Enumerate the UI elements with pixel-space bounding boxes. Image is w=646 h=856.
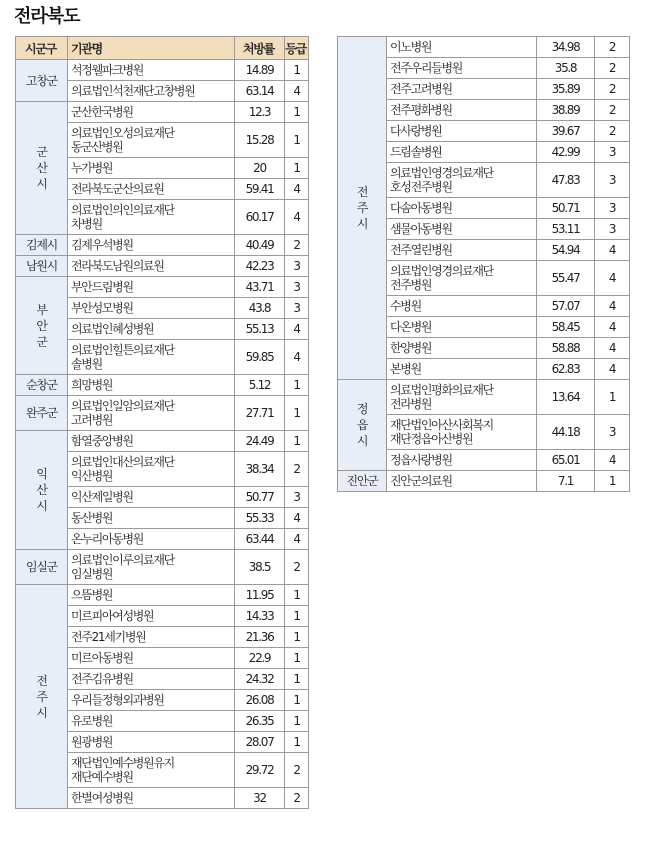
hospital-name-cell: 드림솔병원: [387, 142, 537, 163]
prescription-rate-cell: 35.89: [537, 79, 595, 100]
hospital-name-cell: 의료법인혜성병원: [68, 319, 235, 340]
grade-cell: 3: [285, 277, 309, 298]
grade-cell: 1: [285, 375, 309, 396]
hospital-name-cell: 의료법인평화의료재단 전라병원: [387, 380, 537, 415]
grade-cell: 4: [595, 261, 630, 296]
grade-cell: 3: [595, 198, 630, 219]
prescription-rate-cell: 62.83: [537, 359, 595, 380]
hospital-name-cell: 의료법인일암의료재단 고려병원: [68, 396, 235, 431]
hospital-table-right: [337, 36, 630, 492]
prescription-rate-cell: 63.44: [235, 529, 285, 550]
grade-cell: 1: [285, 158, 309, 179]
hospital-name-cell: 전라북도남원의료원: [68, 256, 235, 277]
hospital-name-cell: 전주열린병원: [387, 240, 537, 261]
prescription-rate-cell: 11.95: [235, 585, 285, 606]
prescription-rate-cell: 35.8: [537, 58, 595, 79]
hospital-name-cell: 정읍사랑병원: [387, 450, 537, 471]
prescription-rate-cell: 43.8: [235, 298, 285, 319]
hospital-name-cell: 의료법인영경의료재단 전주병원: [387, 261, 537, 296]
prescription-rate-cell: 57.07: [537, 296, 595, 317]
hospital-name-cell: 동산병원: [68, 508, 235, 529]
hospital-name-cell: 본병원: [387, 359, 537, 380]
grade-cell: 3: [285, 487, 309, 508]
region-cell: 남원시: [16, 256, 68, 277]
grade-cell: 4: [595, 240, 630, 261]
hospital-name-cell: 재단법인예수병원유지 재단예수병원: [68, 753, 235, 788]
hospital-name-cell: 전주21세기병원: [68, 627, 235, 648]
prescription-rate-cell: 14.33: [235, 606, 285, 627]
page-title: 전라북도: [14, 6, 80, 27]
grade-cell: 1: [285, 431, 309, 452]
grade-cell: 1: [285, 711, 309, 732]
prescription-rate-cell: 39.67: [537, 121, 595, 142]
grade-cell: 1: [285, 732, 309, 753]
prescription-rate-cell: 42.23: [235, 256, 285, 277]
hospital-name-cell: 다솜아동병원: [387, 198, 537, 219]
grade-cell: 1: [285, 102, 309, 123]
grade-cell: 4: [595, 338, 630, 359]
hospital-name-cell: 의료법인대산의료재단 익산병원: [68, 452, 235, 487]
region-cell: 익 산 시: [16, 431, 68, 550]
prescription-rate-cell: 34.98: [537, 37, 595, 58]
region-cell: 김제시: [16, 235, 68, 256]
region-cell: 고창군: [16, 60, 68, 102]
grade-cell: 3: [595, 142, 630, 163]
prescription-rate-cell: 55.47: [537, 261, 595, 296]
region-cell: 전 주 시: [16, 585, 68, 809]
hospital-name-cell: 의료법인오성의료재단 동군산병원: [68, 123, 235, 158]
grade-cell: 1: [285, 123, 309, 158]
region-cell: 정 읍 시: [338, 380, 387, 471]
hospital-name-cell: 전주고려병원: [387, 79, 537, 100]
grade-cell: 4: [285, 319, 309, 340]
table-row: [16, 431, 309, 452]
table-header-row: [16, 37, 309, 60]
grade-cell: 2: [595, 58, 630, 79]
grade-cell: 3: [285, 256, 309, 277]
grade-cell: 2: [285, 550, 309, 585]
grade-cell: 1: [285, 627, 309, 648]
grade-cell: 4: [285, 179, 309, 200]
prescription-rate-cell: 44.18: [537, 415, 595, 450]
prescription-rate-cell: 42.99: [537, 142, 595, 163]
grade-cell: 1: [285, 648, 309, 669]
header-rate: 처방률: [235, 37, 285, 60]
prescription-rate-cell: 40.49: [235, 235, 285, 256]
hospital-name-cell: 다온병원: [387, 317, 537, 338]
hospital-name-cell: 의료법인이루의료재단 임실병원: [68, 550, 235, 585]
hospital-name-cell: 샘물아동병원: [387, 219, 537, 240]
grade-cell: 1: [285, 690, 309, 711]
hospital-name-cell: 부안드림병원: [68, 277, 235, 298]
table-row: [338, 380, 630, 415]
prescription-rate-cell: 38.34: [235, 452, 285, 487]
hospital-name-cell: 석정웰파크병원: [68, 60, 235, 81]
prescription-rate-cell: 28.07: [235, 732, 285, 753]
grade-cell: 2: [285, 753, 309, 788]
prescription-rate-cell: 5.12: [235, 375, 285, 396]
prescription-rate-cell: 7.1: [537, 471, 595, 492]
grade-cell: 4: [285, 200, 309, 235]
hospital-name-cell: 온누리아동병원: [68, 529, 235, 550]
prescription-rate-cell: 59.85: [235, 340, 285, 375]
hospital-name-cell: 수병원: [387, 296, 537, 317]
prescription-rate-cell: 53.11: [537, 219, 595, 240]
hospital-name-cell: 군산한국병원: [68, 102, 235, 123]
grade-cell: 2: [595, 121, 630, 142]
hospital-name-cell: 함열중앙병원: [68, 431, 235, 452]
hospital-name-cell: 의료법인힐튼의료재단 솔병원: [68, 340, 235, 375]
table-row: [16, 277, 309, 298]
prescription-rate-cell: 60.17: [235, 200, 285, 235]
table-row: [16, 550, 309, 585]
grade-cell: 1: [285, 585, 309, 606]
prescription-rate-cell: 20: [235, 158, 285, 179]
region-cell: 완주군: [16, 396, 68, 431]
region-cell: 순창군: [16, 375, 68, 396]
grade-cell: 1: [285, 669, 309, 690]
prescription-rate-cell: 22.9: [235, 648, 285, 669]
hospital-name-cell: 의료법인석천재단고창병원: [68, 81, 235, 102]
hospital-name-cell: 한별여성병원: [68, 788, 235, 809]
prescription-rate-cell: 55.33: [235, 508, 285, 529]
hospital-name-cell: 김제우석병원: [68, 235, 235, 256]
table-row: [338, 471, 630, 492]
region-cell: 전 주 시: [338, 37, 387, 380]
grade-cell: 1: [595, 380, 630, 415]
hospital-name-cell: 미르아동병원: [68, 648, 235, 669]
prescription-rate-cell: 38.5: [235, 550, 285, 585]
grade-cell: 3: [595, 163, 630, 198]
hospital-name-cell: 누가병원: [68, 158, 235, 179]
header-region: 시군구: [16, 37, 68, 60]
grade-cell: 2: [595, 79, 630, 100]
grade-cell: 4: [595, 317, 630, 338]
hospital-name-cell: 으뜸병원: [68, 585, 235, 606]
prescription-rate-cell: 15.28: [235, 123, 285, 158]
hospital-name-cell: 익산제일병원: [68, 487, 235, 508]
grade-cell: 4: [285, 508, 309, 529]
prescription-rate-cell: 24.32: [235, 669, 285, 690]
prescription-rate-cell: 14.89: [235, 60, 285, 81]
prescription-rate-cell: 29.72: [235, 753, 285, 788]
hospital-name-cell: 전주김유병원: [68, 669, 235, 690]
grade-cell: 4: [595, 296, 630, 317]
prescription-rate-cell: 54.94: [537, 240, 595, 261]
prescription-rate-cell: 12.3: [235, 102, 285, 123]
grade-cell: 1: [285, 60, 309, 81]
table-row: [16, 102, 309, 123]
hospital-name-cell: 의료법인영경의료재단 호성전주병원: [387, 163, 537, 198]
hospital-name-cell: 유로병원: [68, 711, 235, 732]
region-cell: 부 안 군: [16, 277, 68, 375]
hospital-name-cell: 전주평화병원: [387, 100, 537, 121]
hospital-name-cell: 우리들정형외과병원: [68, 690, 235, 711]
prescription-rate-cell: 58.45: [537, 317, 595, 338]
grade-cell: 4: [285, 81, 309, 102]
prescription-rate-cell: 50.77: [235, 487, 285, 508]
prescription-rate-cell: 43.71: [235, 277, 285, 298]
hospital-name-cell: 전라북도군산의료원: [68, 179, 235, 200]
hospital-name-cell: 미르피아여성병원: [68, 606, 235, 627]
grade-cell: 2: [595, 100, 630, 121]
header-name: 기관명: [68, 37, 235, 60]
prescription-rate-cell: 59.41: [235, 179, 285, 200]
grade-cell: 1: [595, 471, 630, 492]
grade-cell: 4: [595, 359, 630, 380]
prescription-rate-cell: 38.89: [537, 100, 595, 121]
prescription-rate-cell: 26.08: [235, 690, 285, 711]
table-row: [16, 256, 309, 277]
prescription-rate-cell: 24.49: [235, 431, 285, 452]
prescription-rate-cell: 63.14: [235, 81, 285, 102]
grade-cell: 4: [595, 450, 630, 471]
grade-cell: 2: [285, 452, 309, 487]
hospital-name-cell: 한양병원: [387, 338, 537, 359]
hospital-name-cell: 부안성모병원: [68, 298, 235, 319]
table-row: [16, 60, 309, 81]
region-cell: 임실군: [16, 550, 68, 585]
prescription-rate-cell: 58.88: [537, 338, 595, 359]
table-row: [16, 585, 309, 606]
region-cell: 진안군: [338, 471, 387, 492]
grade-cell: 4: [285, 529, 309, 550]
hospital-name-cell: 진안군의료원: [387, 471, 537, 492]
grade-cell: 2: [595, 37, 630, 58]
grade-cell: 4: [285, 340, 309, 375]
hospital-name-cell: 이노병원: [387, 37, 537, 58]
prescription-rate-cell: 13.64: [537, 380, 595, 415]
prescription-rate-cell: 50.71: [537, 198, 595, 219]
grade-cell: 1: [285, 396, 309, 431]
prescription-rate-cell: 32: [235, 788, 285, 809]
region-cell: 군 산 시: [16, 102, 68, 235]
hospital-name-cell: 재단법인아산사회복지 재단정읍아산병원: [387, 415, 537, 450]
hospital-name-cell: 희망병원: [68, 375, 235, 396]
grade-cell: 3: [595, 415, 630, 450]
table-row: [16, 235, 309, 256]
grade-cell: 1: [285, 606, 309, 627]
hospital-name-cell: 의료법인의인의료재단 차병원: [68, 200, 235, 235]
hospital-name-cell: 전주우리들병원: [387, 58, 537, 79]
table-row: [338, 37, 630, 58]
grade-cell: 2: [285, 788, 309, 809]
grade-cell: 2: [285, 235, 309, 256]
grade-cell: 3: [595, 219, 630, 240]
prescription-rate-cell: 26.35: [235, 711, 285, 732]
prescription-rate-cell: 65.01: [537, 450, 595, 471]
hospital-name-cell: 원광병원: [68, 732, 235, 753]
hospital-table-left: [15, 36, 309, 809]
table-row: [16, 375, 309, 396]
header-grade: 등급: [285, 37, 309, 60]
prescription-rate-cell: 47.83: [537, 163, 595, 198]
table-row: [16, 396, 309, 431]
prescription-rate-cell: 21.36: [235, 627, 285, 648]
grade-cell: 3: [285, 298, 309, 319]
prescription-rate-cell: 55.13: [235, 319, 285, 340]
prescription-rate-cell: 27.71: [235, 396, 285, 431]
hospital-name-cell: 다사랑병원: [387, 121, 537, 142]
